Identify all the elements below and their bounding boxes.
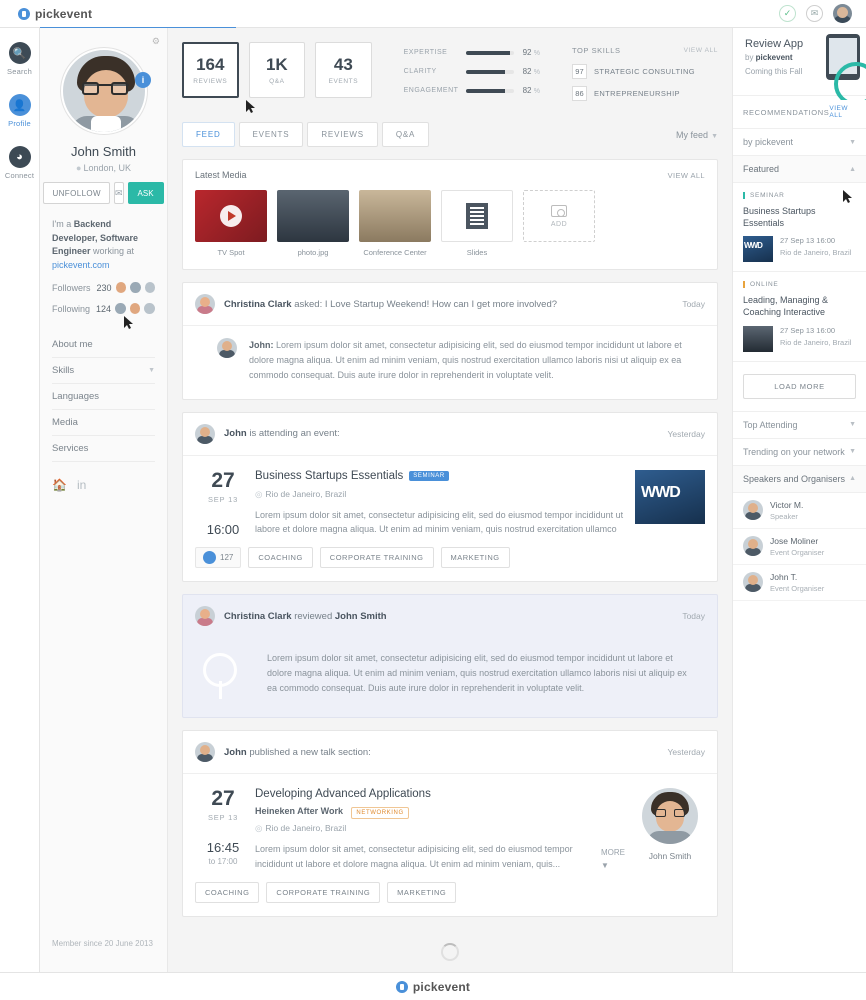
media-caption: photo.jpg bbox=[297, 248, 329, 257]
rail-label-search: Search bbox=[7, 67, 32, 76]
sidebar-item-label: Services bbox=[52, 443, 89, 454]
following-count: 124 bbox=[96, 303, 112, 314]
event-date bbox=[195, 470, 251, 538]
brand-logo[interactable] bbox=[18, 7, 92, 21]
tag-marketing[interactable]: MARKETING bbox=[441, 547, 510, 568]
list-item[interactable] bbox=[733, 565, 866, 601]
rating-expertise bbox=[404, 48, 540, 57]
rating-unit: % bbox=[533, 50, 540, 57]
post-author[interactable]: Christina Clark bbox=[224, 298, 292, 310]
avatar bbox=[743, 572, 763, 592]
post-question bbox=[182, 282, 718, 400]
latest-media-view-all[interactable]: VIEW ALL bbox=[667, 170, 705, 180]
post-reply bbox=[183, 326, 717, 399]
recommendations-source-dropdown[interactable] bbox=[733, 129, 866, 156]
profile-bio bbox=[52, 218, 155, 272]
post-action: published a new talk section: bbox=[246, 746, 371, 758]
recommendation-thumbnail: WWD bbox=[743, 236, 773, 262]
play-icon bbox=[220, 205, 242, 227]
post-author[interactable]: Christina Clark bbox=[224, 610, 292, 622]
message-icon[interactable]: ✉ bbox=[806, 5, 823, 22]
avatar[interactable] bbox=[195, 606, 215, 626]
profile-nav bbox=[52, 332, 155, 462]
loading-spinner bbox=[441, 943, 459, 961]
top-bar bbox=[0, 0, 866, 28]
rail-item-profile[interactable] bbox=[0, 94, 40, 128]
skill-score: 97 bbox=[572, 64, 587, 79]
page-title: John Smith bbox=[70, 144, 137, 159]
speaker-avatar[interactable] bbox=[642, 788, 698, 844]
profile-sidebar bbox=[40, 28, 168, 972]
post-action: is attending an event: bbox=[246, 428, 340, 440]
post-header bbox=[183, 283, 717, 326]
stat-label: REVIEWS bbox=[193, 78, 228, 85]
right-sidebar bbox=[732, 28, 866, 972]
location-pin-icon: ◎ bbox=[255, 488, 263, 499]
profile-location-text: London, UK bbox=[83, 163, 131, 173]
followers-label: Followers bbox=[52, 282, 91, 293]
media-caption: Conference Center bbox=[363, 248, 427, 257]
sidebar-item-media[interactable] bbox=[52, 410, 155, 436]
speaker-name: John Smith bbox=[648, 851, 692, 862]
load-more-button[interactable]: LOAD MORE bbox=[743, 374, 856, 399]
speaker-role: Event Organiser bbox=[770, 583, 825, 593]
left-rail bbox=[0, 28, 40, 972]
promo-brand: pickevent bbox=[755, 53, 793, 62]
event-location: Rio de Janeiro, Brazil bbox=[265, 488, 347, 499]
recommendation-title: Leading, Managing & Coaching Interactive bbox=[743, 295, 829, 318]
tab-reviews[interactable]: REVIEWS bbox=[307, 122, 378, 147]
avatar bbox=[743, 500, 763, 520]
rating-clarity bbox=[404, 67, 540, 76]
bio-website-link[interactable]: pickevent.com bbox=[52, 259, 110, 270]
reply-author: John: bbox=[249, 340, 274, 350]
recommendation-item-seminar[interactable] bbox=[733, 183, 866, 272]
photo-thumbnail bbox=[359, 190, 431, 242]
promo-coming-soon: Coming this Fall bbox=[745, 67, 803, 76]
media-caption: TV Spot bbox=[217, 248, 245, 257]
sidebar-item-languages[interactable] bbox=[52, 384, 155, 410]
section-label: Speakers and Organisers bbox=[743, 473, 846, 484]
media-item-photo[interactable] bbox=[277, 190, 349, 257]
talk-month: SEP 13 bbox=[207, 813, 239, 823]
talk-time-start: 16:45 bbox=[206, 840, 240, 856]
media-item-add[interactable] bbox=[523, 190, 595, 257]
profile-avatar[interactable] bbox=[61, 48, 147, 134]
sidebar-item-label: Languages bbox=[52, 391, 100, 402]
following-label: Following bbox=[52, 303, 91, 314]
rail-item-search[interactable] bbox=[0, 42, 40, 76]
event-description: Lorem ipsum dolor sit amet, consectetur adipisicing elit, sed do eiusmod tempor incididunt ut labore et dolore magna aliqua. Ut enim ad minim veniam, quis nostrud exercitation ullamco bbox=[255, 509, 624, 535]
skill-name: STRATEGIC CONSULTING bbox=[593, 67, 696, 76]
rating-label: CLARITY bbox=[403, 68, 437, 75]
tag-corporate-training[interactable]: CORPORATE TRAINING bbox=[266, 882, 380, 903]
video-thumbnail bbox=[195, 190, 267, 242]
talk-date bbox=[195, 788, 251, 872]
post-timestamp: Yesterday bbox=[667, 428, 705, 439]
stat-reviews[interactable] bbox=[182, 42, 239, 98]
skill-name: ENTREPRENEURSHIP bbox=[593, 89, 680, 98]
recommendation-title: Business Startups Essentials bbox=[743, 206, 816, 229]
connect-icon: ◕ bbox=[9, 146, 31, 168]
tab-events[interactable]: EVENTS bbox=[239, 122, 304, 147]
sidebar-item-about-me[interactable] bbox=[52, 332, 155, 358]
chevron-down-icon: ▼ bbox=[849, 421, 856, 429]
post-timestamp: Yesterday bbox=[667, 747, 705, 758]
stats-area bbox=[168, 28, 732, 108]
promo-title: Review App bbox=[745, 38, 804, 50]
unfollow-button[interactable]: UNFOLLOW bbox=[43, 182, 110, 204]
skill-score: 86 bbox=[572, 86, 587, 101]
review-text: Lorem ipsum dolor sit amet, consectetur adipisicing elit, sed do eiusmod tempor incididunt ut labore et dolore magna aliqua. Ut enim ad minim veniam, quis nostrud exercitation ullamco laboris nisi ut aliquip ex ea commodo consequat. Duis aute irure dolor in reprehenderit in voluptate velit. bbox=[267, 653, 687, 693]
rail-item-connect[interactable] bbox=[0, 146, 40, 180]
info-badge[interactable]: i bbox=[135, 72, 151, 88]
tag-corporate-training[interactable]: CORPORATE TRAINING bbox=[320, 547, 434, 568]
profile-actions bbox=[52, 182, 155, 204]
rating-track bbox=[466, 51, 514, 55]
speaker-name: Victor M. bbox=[770, 499, 804, 510]
stat-label: EVENTS bbox=[328, 78, 359, 85]
linkedin-icon[interactable]: in bbox=[76, 478, 87, 492]
section-speakers-organisers[interactable] bbox=[733, 466, 866, 493]
chevron-down-icon: ▼ bbox=[711, 132, 718, 140]
avatar[interactable] bbox=[195, 742, 215, 762]
avatar[interactable] bbox=[195, 294, 215, 314]
talk-day: 27 bbox=[211, 787, 235, 811]
status-badge: SEMINAR bbox=[409, 471, 449, 481]
promo-by-prefix: by bbox=[745, 53, 756, 62]
recommendation-item-online[interactable] bbox=[733, 272, 866, 361]
media-item-tv-spot[interactable] bbox=[195, 190, 267, 257]
ratings-bars bbox=[404, 42, 540, 105]
post-review bbox=[182, 594, 718, 718]
talk-speaker bbox=[635, 788, 705, 872]
recommendation-when: 27 Sep 13 16:00 bbox=[780, 325, 836, 335]
section-top-attending[interactable] bbox=[733, 412, 866, 439]
rating-unit: % bbox=[533, 69, 540, 76]
rating-label: ENGAGEMENT bbox=[403, 87, 459, 94]
section-trending[interactable] bbox=[733, 439, 866, 466]
slides-thumbnail bbox=[441, 190, 513, 242]
avatar[interactable] bbox=[195, 424, 215, 444]
stat-number: 1K bbox=[265, 55, 288, 74]
bio-prefix: I'm a bbox=[52, 219, 74, 229]
add-media-dropzone[interactable] bbox=[523, 190, 595, 242]
speaker-name: John T. bbox=[770, 571, 798, 582]
top-bar-actions bbox=[779, 4, 852, 23]
media-caption: Slides bbox=[466, 248, 488, 257]
recommendation-where: Rio de Janeiro, Brazil bbox=[780, 337, 852, 347]
talk-time-end: 17:00 bbox=[217, 857, 238, 867]
recommendation-when: 27 Sep 13 16:00 bbox=[780, 236, 836, 246]
talk-location: Rio de Janeiro, Brazil bbox=[265, 823, 347, 834]
latest-media-title: Latest Media bbox=[195, 170, 247, 180]
brand-name: pickevent bbox=[35, 6, 93, 21]
recommendation-thumbnail bbox=[743, 326, 773, 352]
follower-avatar bbox=[130, 282, 140, 293]
rating-track bbox=[466, 89, 514, 93]
media-item-conference-center[interactable] bbox=[359, 190, 431, 257]
event-title[interactable]: Business Startups Essentials bbox=[255, 469, 404, 482]
attendee-count[interactable] bbox=[195, 547, 241, 568]
location-pin-icon: ● bbox=[76, 163, 82, 173]
feed-filter-label: My feed bbox=[676, 129, 709, 140]
tag-coaching[interactable]: COACHING bbox=[195, 882, 259, 903]
main-content bbox=[168, 28, 732, 972]
list-item[interactable] bbox=[733, 529, 866, 565]
following-avatar bbox=[144, 303, 155, 314]
feed-filter-dropdown[interactable] bbox=[676, 130, 718, 140]
review-quote-icon bbox=[195, 651, 251, 701]
ask-button[interactable]: ASK bbox=[128, 182, 164, 204]
post-action: asked: I Love Startup Weekend! How can I get more involved? bbox=[291, 298, 558, 310]
skill-item[interactable] bbox=[572, 86, 718, 101]
rating-value: 82 bbox=[522, 86, 532, 95]
talk-title[interactable]: Developing Advanced Applications bbox=[255, 788, 431, 801]
post-talk bbox=[182, 730, 718, 917]
section-featured[interactable] bbox=[733, 156, 866, 183]
follower-avatar bbox=[145, 282, 155, 293]
post-timestamp: Today bbox=[682, 611, 705, 622]
sidebar-item-label: Media bbox=[52, 417, 78, 428]
chevron-up-icon: ▲ bbox=[849, 165, 856, 173]
check-circle-icon[interactable]: ✓ bbox=[779, 5, 796, 22]
profile-location bbox=[52, 163, 155, 173]
post-author[interactable]: John bbox=[224, 428, 247, 440]
avatar[interactable] bbox=[217, 338, 237, 358]
rating-value: 92 bbox=[522, 48, 532, 57]
sidebar-item-label: About me bbox=[52, 339, 93, 350]
speaker-name: Jose Moliner bbox=[770, 535, 819, 546]
user-avatar[interactable] bbox=[833, 4, 852, 23]
stat-qa[interactable] bbox=[249, 42, 306, 98]
slides-icon bbox=[466, 203, 488, 229]
chevron-up-icon: ▲ bbox=[849, 475, 856, 483]
follower-avatar bbox=[116, 282, 126, 293]
chevron-down-icon: ▼ bbox=[849, 138, 856, 146]
talk-description: Lorem ipsum dolor sit amet, consectetur adipisicing elit, sed do eiusmod tempor incididunt ut labore et dolore magna aliqua. Ut enim ad minim veniam, quis... bbox=[255, 844, 573, 870]
event-time: 16:00 bbox=[206, 521, 240, 537]
status-badge: NETWORKING bbox=[351, 807, 408, 819]
mouse-cursor bbox=[124, 316, 133, 329]
talk-subtitle: Heineken After Work bbox=[255, 806, 344, 817]
recommendation-kind: SEMINAR bbox=[743, 192, 856, 199]
rail-label-profile: Profile bbox=[8, 119, 31, 128]
chevron-down-icon: ▼ bbox=[849, 448, 856, 456]
section-label: Featured bbox=[743, 164, 780, 174]
attendee-avatar-icon bbox=[203, 551, 216, 564]
recommendations-view-all[interactable]: VIEW ALL bbox=[829, 105, 848, 119]
more-button[interactable]: MORE ▼ bbox=[601, 847, 625, 870]
event-day: 27 bbox=[211, 468, 235, 492]
rating-label: EXPERTISE bbox=[403, 49, 448, 56]
post-author[interactable]: John bbox=[224, 746, 247, 758]
rating-engagement bbox=[404, 86, 540, 95]
top-skills-view-all[interactable]: VIEW ALL bbox=[683, 47, 718, 54]
envelope-icon[interactable]: ✉ bbox=[114, 182, 124, 204]
promo-illustration bbox=[808, 28, 866, 100]
stat-events[interactable] bbox=[315, 42, 372, 98]
speaker-role: Speaker bbox=[770, 511, 798, 521]
section-label: Top Attending bbox=[743, 419, 798, 430]
post-target[interactable]: John Smith bbox=[334, 610, 387, 622]
event-month: SEP 13 bbox=[207, 494, 239, 504]
photo-thumbnail bbox=[277, 190, 349, 242]
footer-brand: pickevent bbox=[412, 979, 471, 994]
recommendation-kind: ONLINE bbox=[743, 281, 856, 288]
media-item-slides[interactable] bbox=[441, 190, 513, 257]
skill-item[interactable] bbox=[572, 64, 718, 79]
feed-tabs bbox=[168, 122, 732, 147]
tab-qa[interactable]: Q&A bbox=[382, 122, 429, 147]
stat-label: Q&A bbox=[269, 78, 285, 85]
rating-unit: % bbox=[533, 88, 540, 95]
home-icon[interactable]: 🏠 bbox=[52, 478, 67, 492]
post-action: reviewed bbox=[291, 610, 335, 622]
event-image-text: WWD bbox=[641, 483, 680, 501]
social-links bbox=[52, 478, 155, 492]
recommendation-where: Rio de Janeiro, Brazil bbox=[780, 248, 852, 258]
recommendations-header bbox=[733, 96, 866, 129]
rating-track bbox=[466, 70, 514, 74]
rating-value: 82 bbox=[522, 67, 532, 76]
bio-mid: working at bbox=[90, 246, 135, 256]
avatar bbox=[743, 536, 763, 556]
sidebar-item-label: Skills bbox=[52, 365, 75, 376]
bio-role: Backend Developer, Software Engineer bbox=[52, 219, 139, 256]
rail-label-connect: Connect bbox=[4, 171, 35, 180]
tag-coaching[interactable]: COACHING bbox=[248, 547, 312, 568]
recommendations-title: RECOMMENDATIONS bbox=[743, 107, 830, 117]
chevron-down-icon: ▼ bbox=[148, 367, 155, 374]
footer bbox=[0, 972, 866, 1000]
pickevent-logo-icon bbox=[18, 8, 30, 20]
profile-icon: 👤 bbox=[9, 94, 31, 116]
top-skills bbox=[572, 42, 718, 108]
post-header bbox=[183, 413, 717, 456]
following-row[interactable] bbox=[52, 303, 155, 314]
tab-feed[interactable]: FEED bbox=[182, 122, 235, 147]
following-avatar bbox=[115, 303, 126, 314]
talk-time-to-label: to bbox=[208, 857, 216, 867]
top-skills-title: TOP SKILLS bbox=[571, 46, 621, 55]
gear-icon[interactable]: ⚙ bbox=[151, 36, 160, 46]
latest-media-card bbox=[182, 159, 718, 270]
stat-number: 43 bbox=[333, 55, 353, 74]
camera-icon bbox=[551, 205, 567, 217]
post-event bbox=[182, 412, 718, 583]
search-icon: 🔍 bbox=[9, 42, 31, 64]
attendee-count-value: 127 bbox=[220, 553, 234, 563]
promo-review-app[interactable] bbox=[733, 28, 866, 96]
section-label: Trending on your network bbox=[743, 446, 845, 457]
list-item[interactable] bbox=[733, 493, 866, 529]
speaker-role: Event Organiser bbox=[770, 547, 825, 557]
sidebar-item-skills[interactable] bbox=[52, 358, 155, 384]
post-header bbox=[183, 731, 717, 774]
followers-count: 230 bbox=[96, 282, 112, 293]
source-filter-label: by pickevent bbox=[743, 137, 794, 147]
add-media-label: ADD bbox=[550, 220, 568, 228]
pickevent-logo-icon bbox=[396, 981, 408, 993]
stat-number: 164 bbox=[196, 55, 225, 74]
following-avatar bbox=[130, 303, 141, 314]
post-header bbox=[183, 595, 717, 637]
reply-text: Lorem ipsum dolor sit amet, consectetur adipisicing elit, sed do eiusmod tempor incididunt ut labore et dolore magna aliqua. Ut enim ad minim veniam, quis nostrud exercitation ullamco laboris nisi ut aliquip ex ea commodo consequat. Duis aute irure dolor in reprehenderit in voluptate velit. bbox=[249, 340, 682, 380]
event-image bbox=[635, 470, 705, 524]
tag-marketing[interactable]: MARKETING bbox=[387, 882, 456, 903]
sidebar-item-services[interactable] bbox=[52, 436, 155, 462]
member-since-text: Member since 20 June 2013 bbox=[52, 939, 153, 948]
location-pin-icon: ◎ bbox=[255, 823, 263, 834]
post-timestamp: Today bbox=[682, 299, 705, 309]
followers-row[interactable] bbox=[52, 282, 155, 293]
